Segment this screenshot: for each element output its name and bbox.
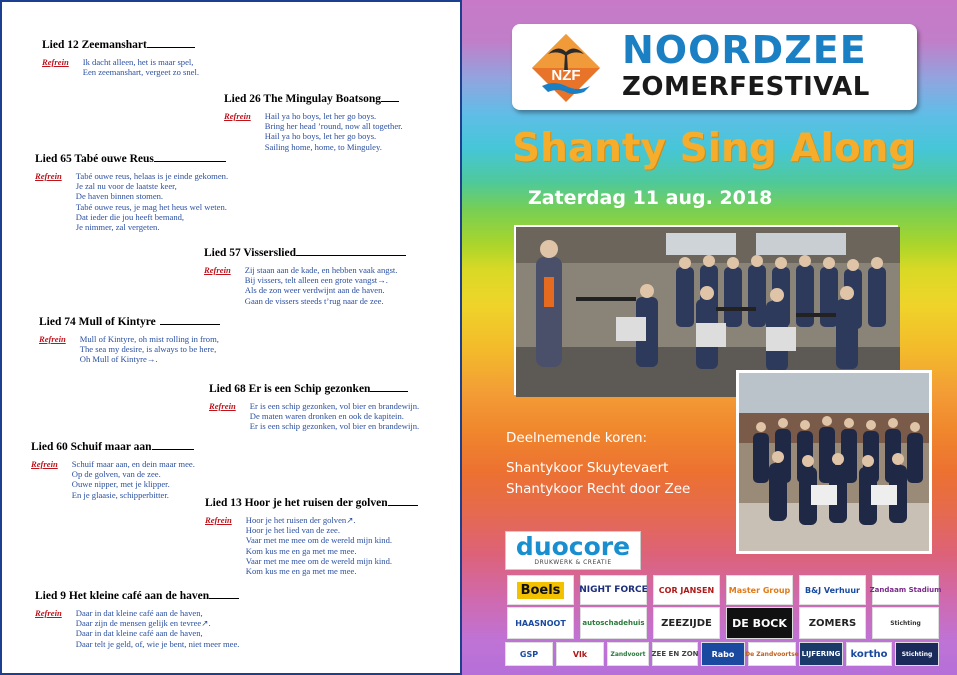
refrain-label: Refrein xyxy=(35,171,62,181)
palm-sunset-icon xyxy=(528,30,604,106)
sponsor-logo: Master Group xyxy=(726,575,793,605)
refrain-label: Refrein xyxy=(31,459,58,469)
sponsor-logo: COR JANSEN xyxy=(653,575,720,605)
song-title: Lied 60 Schuif maar aan xyxy=(31,440,195,453)
logo-title: NOORDZEE xyxy=(622,28,867,72)
sponsor-logo: ZEE EN ZON xyxy=(652,642,698,666)
song-title: Lied 74 Mull of Kintyre xyxy=(39,315,220,328)
refrain-label: Refrein xyxy=(204,265,231,275)
svg-text:NZF: NZF xyxy=(551,67,581,84)
song-title: Lied 65 Tabé ouwe Reus xyxy=(35,152,228,165)
lyric-lines: Mull of Kintyre, oh mist rolling in from, The sea my desire, is always to be here, Oh Mull of Kintyre→. xyxy=(79,334,219,365)
lyric-lines: Schuif maar aan, en dein maar mee. Op de golven, van de zee. Ouwe nipper, met je klipper. En je glaasie, schipperbitter. xyxy=(71,459,195,500)
sponsor-logo: Boels xyxy=(507,575,574,605)
sponsor-logo: kortho xyxy=(846,642,892,666)
sponsor-logo: Rabo xyxy=(701,642,745,666)
choir-name: Shantykoor Recht door Zee xyxy=(506,481,691,497)
choir-name: Shantykoor Skuytevaert xyxy=(506,460,669,476)
song-block xyxy=(204,246,406,306)
song-block xyxy=(35,589,239,649)
song-title: Lied 26 The Mingulay Boatsong xyxy=(224,92,403,105)
song-title: Lied 68 Er is een Schip gezonken xyxy=(209,382,419,395)
sponsor-logo: autoschadehuis xyxy=(580,607,647,639)
choir-photo-second xyxy=(736,370,932,554)
sponsor-logo: ZEEZIJDE xyxy=(653,607,720,639)
sponsor-logo: DE BOCK xyxy=(726,607,793,639)
sponsor-logo: De Zandvoortse xyxy=(748,642,796,666)
event-title: Shanty Sing Along xyxy=(512,126,917,171)
song-block xyxy=(39,315,220,365)
lyric-lines: Er is een schip gezonken, vol bier en brandewijn. De maten waren dronken en ook de kapitein. Er is een schip gezonken, vol bier en brandewijn. xyxy=(249,401,420,432)
lyric-lines: Zij staan aan de kade, en hebben vaak angst. Bij vissers, telt alleen een grote vangst→. Als de zon weer verdwijnt aan de haven. Gaan de vissers steeds t’rug naar de zee. xyxy=(244,265,398,306)
sponsor-duocore-logo: duocore DRUKWERK & CREATIE xyxy=(505,531,641,570)
sponsor-logo: Zandaam Stadium xyxy=(872,575,939,605)
logo-subtitle: ZOMERFESTIVAL xyxy=(622,72,870,102)
sponsor-logo: B&J Verhuur xyxy=(799,575,866,605)
sponsor-logo: Zandvoort xyxy=(607,642,649,666)
sponsor-logo: HAASNOOT xyxy=(507,607,574,639)
song-block xyxy=(224,92,403,152)
participants-title: Deelnemende koren: xyxy=(506,430,648,446)
song-title: Lied 12 Zeemanshart xyxy=(42,38,199,51)
sponsor-logo: LIJFERING xyxy=(799,642,843,666)
lyric-lines: Daar in dat kleine café aan de haven, Daar zijn de mensen gelijk en tevree↗. Daar in dat kleine café aan de haven, Daar telt je geld, of, wie je bent, niet meer mee. xyxy=(75,608,240,649)
refrain-label: Refrein xyxy=(224,111,251,121)
sponsor-logo: GSP xyxy=(505,642,553,666)
sponsor-logo: Stichting xyxy=(872,607,939,639)
refrain-label: Refrein xyxy=(209,401,236,411)
refrain-label: Refrein xyxy=(35,608,62,618)
event-date: Zaterdag 11 aug. 2018 xyxy=(528,187,773,209)
sponsor-logo: Vlk xyxy=(556,642,604,666)
song-title: Lied 13 Hoor je het ruisen der golven xyxy=(205,496,418,509)
lyric-lines: Hail ya ho boys, let her go boys. Bring her head ’round, now all together. Hail ya ho boys, let her go boys. Sailing home, home, to Minguley. xyxy=(264,111,403,152)
lyric-lines: Hoor je het ruisen der golven↗. Hoor je het lied van de zee. Vaar met me mee om de wereld mijn kind. Kom kus me en ga met me mee. Vaar met me mee om de wereld mijn kind. Kom kus me en ga met me mee. xyxy=(245,515,393,577)
song-block xyxy=(35,152,228,232)
sponsor-logo: Stichting xyxy=(895,642,939,666)
sponsor-logo: NIGHT FORCE xyxy=(580,575,647,605)
song-block xyxy=(31,440,195,500)
lyric-lines: Ik dacht alleen, het is maar spel, Een zeemanshart, vergeet zo snel. xyxy=(82,57,200,78)
lyrics-panel xyxy=(0,0,462,675)
song-title: Lied 9 Het kleine café aan de haven xyxy=(35,589,239,602)
song-block xyxy=(205,496,418,576)
festival-logo xyxy=(512,24,917,110)
refrain-label: Refrein xyxy=(205,515,232,525)
sponsor-logo: ZOMERS xyxy=(799,607,866,639)
refrain-label: Refrein xyxy=(42,57,69,67)
song-title: Lied 57 Visserslied xyxy=(204,246,406,259)
refrain-label: Refrein xyxy=(39,334,66,344)
lyric-lines: Tabé ouwe reus, helaas is je einde gekomen. Je zal nu voor de laatste keer, De haven binnen stomen. Tabé ouwe reus, je mag het heus wel weten. Dat ieder die jou heeft bemand, Je nimmer, zal vergeten. xyxy=(75,171,229,233)
song-block xyxy=(209,382,419,432)
song-block xyxy=(42,38,199,77)
